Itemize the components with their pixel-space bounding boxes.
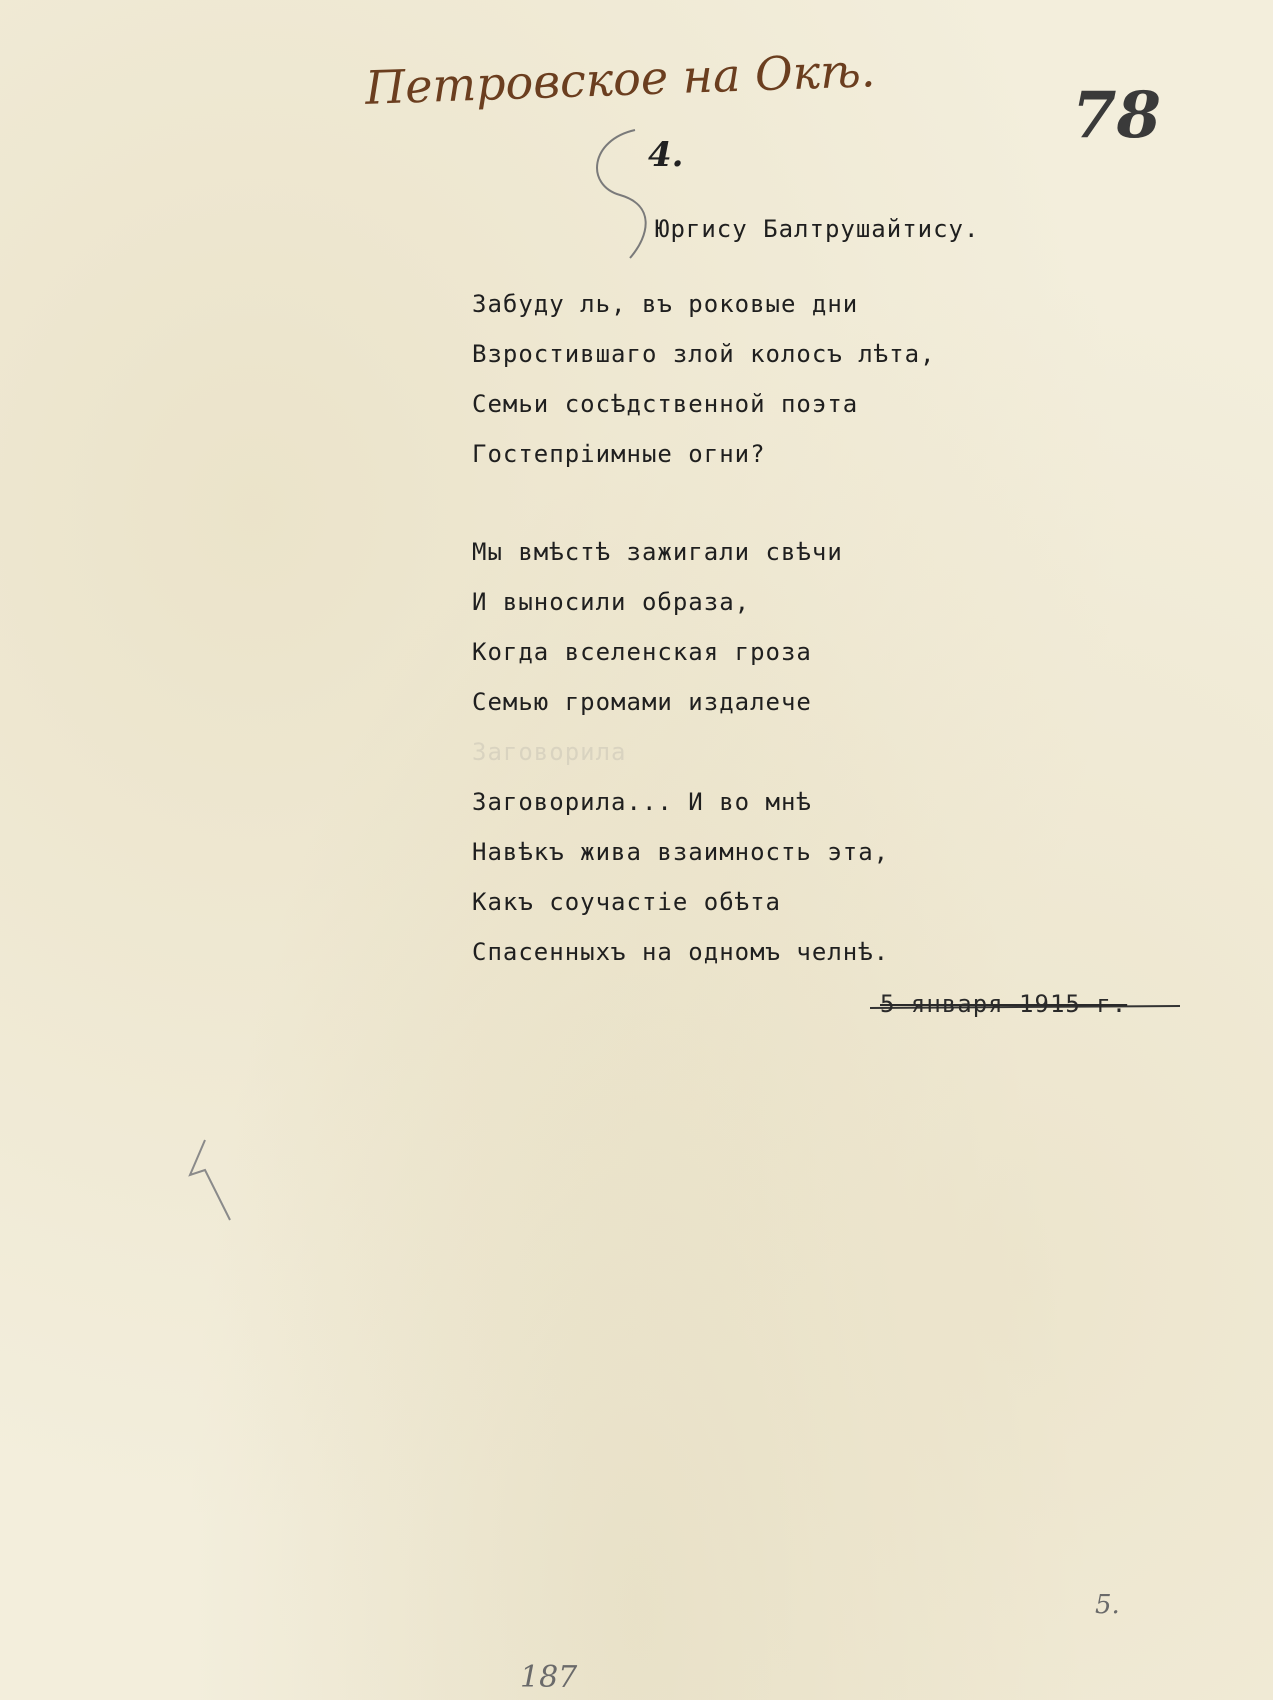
poem-line: Семью громами издалече xyxy=(472,688,812,716)
poem-line: Забуду ль, въ роковые дни xyxy=(472,290,859,318)
erased-line: Заговорила xyxy=(472,738,627,766)
poem-number: 4. xyxy=(648,135,684,175)
bottom-page-number: 187 xyxy=(520,1660,578,1695)
struck-date: 5 января 1915 г. xyxy=(880,990,1128,1018)
poem-line: Когда вселенская гроза xyxy=(472,638,812,666)
poem-line: Спасенныхъ на одномъ челнѣ. xyxy=(472,938,890,966)
poem-line: Мы вмѣстѣ зажигали свѣчи xyxy=(472,538,843,566)
place-heading: Петровское на Окѣ. xyxy=(364,43,877,115)
poem-line: Какъ соучастіе обѣта xyxy=(472,888,781,916)
poem-line: И выносили образа, xyxy=(472,588,751,616)
pencil-tick-mark xyxy=(190,1140,230,1220)
corner-note-number: 5. xyxy=(1095,1590,1120,1620)
poem-line: Заговорила... И во мнѣ xyxy=(472,788,812,816)
poem-line: Взростившаго злой колосъ лѣта, xyxy=(472,340,936,368)
poem-line: Навѣкъ жива взаимность эта, xyxy=(472,838,890,866)
pencil-circle-mark xyxy=(597,130,646,258)
folio-number: 78 xyxy=(1072,78,1162,153)
poem-line: Семьи сосѣдственной поэта xyxy=(472,390,859,418)
poem-line: Гостепріимные огни? xyxy=(472,440,766,468)
dedication: Юргису Балтрушайтису. xyxy=(655,215,980,243)
